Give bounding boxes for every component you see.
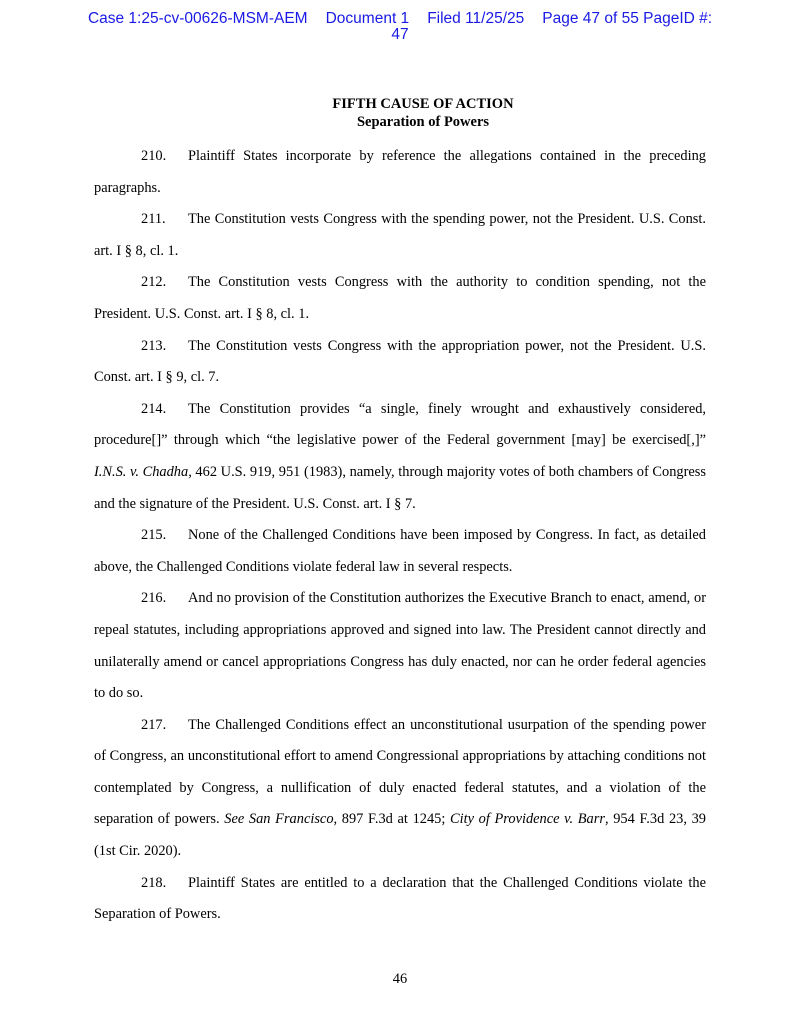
filed-date: Filed 11/25/25 <box>427 10 525 27</box>
paragraph-217: 217. The Challenged Conditions effect an unconstitutional usurpation of the spending power of Congress, an unconstitutional effort to amend Congressional appropriations by attaching conditions not contemplated by Congress, a nullification of duly enacted federal statutes, and a violation of the separation of powers. See San Francisco, 897 F.3d at 1245; City of Providence v. Barr, 954 F.3d 23, 39 (1st Cir. 2020). <box>94 716 706 860</box>
paragraph-216: 216. And no provision of the Constitution authorizes the Executive Branch to enact, amend, or repeal statutes, including appropriations approved and signed into law. The President cannot directly and unilaterally amend or cancel appropriations Congress has duly enacted, nor can he order federal agencies to do so. <box>94 590 706 702</box>
case-citation: I.N.S. v. Chadha <box>94 463 189 480</box>
paragraph-218: 218. Plaintiff States are entitled to a declaration that the Challenged Conditions violate the Separation of Powers. <box>94 874 706 923</box>
paragraph-212: 212. The Constitution vests Congress with the authority to condition spending, not the President. U.S. Const. art. I § 8, cl. 1. <box>94 274 706 322</box>
document-number: Document 1 <box>325 10 410 27</box>
paragraph-215: 215. None of the Challenged Conditions have been imposed by Congress. In fact, as detailed above, the Challenged Conditions violate federal law in several respects. <box>94 527 706 575</box>
paragraph-210: 210. Plaintiff States incorporate by reference the allegations contained in the preceding paragraphs. <box>94 148 706 196</box>
paragraph-213: 213. The Constitution vests Congress with the appropriation power, not the President. U.S. Const. art. I § 9, cl. 7. <box>94 337 706 386</box>
page-number: 46 <box>392 971 408 987</box>
paragraph-214: 214. The Constitution provides “a single, finely wrought and exhaustively considered, procedure[]” through which “the legislative power of the Federal government [may] be exercised[,]” I.N.S. v. Chadha, 462 U.S. 919, 951 (1983), namely, through majority votes of both chambers of Congress and the signature of the President. U.S. Const. art. I § 7. <box>94 400 706 512</box>
section-title: FIFTH CAUSE OF ACTION <box>332 96 514 112</box>
case-citation: City of Providence v. Barr <box>450 811 605 828</box>
page-id: 47 <box>391 26 409 43</box>
paragraph-211: 211. The Constitution vests Congress with the spending power, not the President. U.S. Const. art. I § 8, cl. 1. <box>94 211 706 259</box>
case-number: Case 1:25-cv-00626-MSM-AEM <box>87 10 308 27</box>
document-body <box>94 141 706 931</box>
ecf-header <box>0 11 800 43</box>
case-citation: See San Francisco <box>224 811 334 828</box>
section-subtitle: Separation of Powers <box>356 114 490 130</box>
page-info: Page 47 of 55 PageID #: <box>542 10 713 27</box>
